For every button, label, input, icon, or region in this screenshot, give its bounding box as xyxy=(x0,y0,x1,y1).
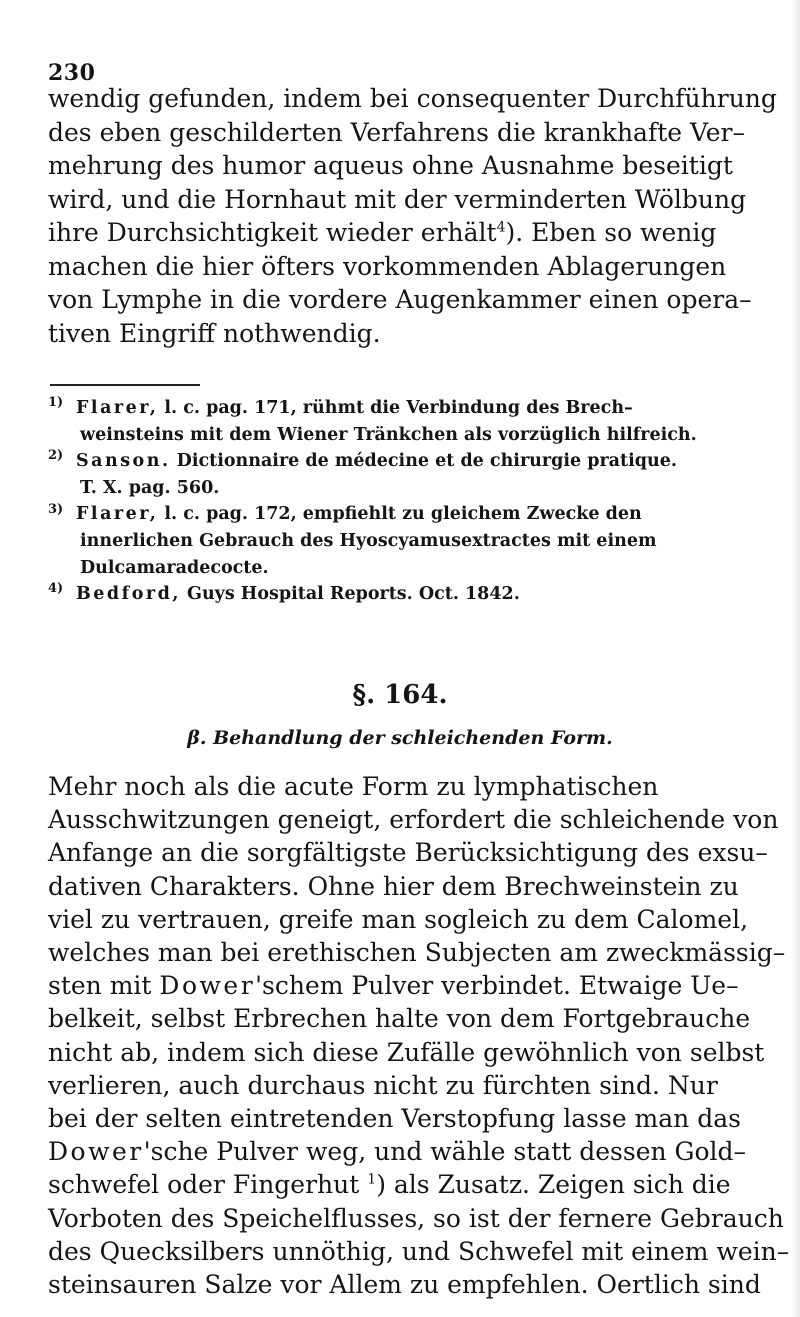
paragraph-top-line xyxy=(48,118,745,148)
section-title: §. 164. xyxy=(352,680,448,710)
footnote-reference: 1 xyxy=(367,1172,377,1189)
paragraph-bottom-line xyxy=(48,1237,789,1267)
footnote-author: Flarer, xyxy=(76,504,159,525)
footnote-text: Dictionnaire de médecine et de chirurgie pratique. xyxy=(170,451,677,472)
text-segment: 'schem Pulver verbindet. Etwaige Ue– xyxy=(255,971,739,1001)
text-segment: dativen Charakters. Ohne hier dem Brechweinstein zu xyxy=(48,871,739,901)
text-segment: schwefel oder Fingerhut xyxy=(48,1170,368,1200)
paragraph-bottom-line xyxy=(48,938,785,968)
paragraph-top-line xyxy=(48,252,726,282)
footnote-author: Flarer, xyxy=(76,398,159,418)
paragraph-top-line xyxy=(48,319,381,349)
paragraph-bottom-line xyxy=(48,872,739,902)
text-segment: Anfange an die sorgfältigste Berücksichtigung des exsu– xyxy=(48,838,768,868)
footnote: 4) Bedford, Guys Hospital Reports. Oct. 1842. xyxy=(48,581,520,605)
paragraph-bottom-line xyxy=(48,805,778,835)
footnote-reference: 4 xyxy=(496,219,506,236)
text-segment: wendig gefunden, indem bei consequenter Durchführung xyxy=(48,84,777,113)
paragraph-bottom-line xyxy=(48,772,658,802)
footnote-continuation: weinsteins mit dem Wiener Tränkchen als vorzüglich hilfreich. xyxy=(80,424,697,445)
subsection-title: β. Behandlung der schleichenden Form. xyxy=(187,727,613,749)
text-segment: tiven Eingriff nothwendig. xyxy=(48,318,381,348)
text-segment: des Quecksilbers unnöthig, und Schwefel mit einem wein– xyxy=(48,1236,790,1266)
text-segment: Vorboten des Speichelflusses, so ist der fernere Gebrauch xyxy=(48,1203,784,1233)
footnote-text: l. c. pag. 171, rühmt die Verbindung des Brech– xyxy=(158,398,633,418)
text-segment: welches man bei erethischen Subjecten am zweckmässig– xyxy=(48,938,786,967)
text-segment: Ausschwitzungen geneigt, erfordert die schleichende von xyxy=(48,805,779,835)
paragraph-bottom-line xyxy=(48,1104,741,1134)
paragraph-top-line xyxy=(48,218,716,248)
footnote-author: Sanson. xyxy=(76,451,171,472)
text-segment: viel zu vertrauen, greife man sogleich zu dem Calomel, xyxy=(48,904,749,934)
footnote-divider xyxy=(50,384,200,386)
text-segment: des eben geschilderten Verfahrens die krankhafte Ver– xyxy=(48,117,746,147)
paragraph-bottom-line xyxy=(48,1170,731,1200)
footnote: 1) Flarer, l. c. pag. 171, rühmt die Verbindung des Brech– xyxy=(48,395,633,418)
footnote: 3) Flarer, l. c. pag. 172, empfiehlt zu gleichem Zwecke den xyxy=(48,501,642,525)
text-segment: ). Eben so wenig xyxy=(505,218,717,247)
footnote-continuation: T. X. pag. 560. xyxy=(80,477,220,498)
text-segment: ihre Durchsichtigkeit wieder erhält xyxy=(48,218,497,247)
paragraph-bottom-line xyxy=(48,1270,761,1300)
footnote-continuation: Dulcamaradecocte. xyxy=(80,557,269,578)
footnote-author: Bedford, xyxy=(76,584,181,605)
page-number: 230 xyxy=(48,60,96,86)
paragraph-bottom-line xyxy=(48,838,768,868)
text-segment: Mehr noch als die acute Form zu lymphatischen xyxy=(48,772,659,801)
paragraph-bottom-line xyxy=(48,1204,784,1234)
text-segment: belkeit, selbst Erbrechen halte von dem Fortgebrauche xyxy=(48,1004,751,1034)
text-segment: machen die hier öfters vorkommenden Ablagerungen xyxy=(48,251,727,281)
text-segment: sten mit xyxy=(48,971,160,1001)
paragraph-bottom-line xyxy=(48,1004,750,1034)
text-segment: steinsauren Salze vor Allem zu empfehlen. Oertlich sind xyxy=(48,1270,761,1299)
paragraph-top-line xyxy=(48,151,733,181)
text-segment: wird, und die Hornhaut mit der verminderten Wölbung xyxy=(48,184,747,214)
footnote-continuation: innerlichen Gebrauch des Hyoscyamusextractes mit einem xyxy=(80,531,657,551)
text-segment: 'sche Pulver weg, und wähle statt dessen Gold– xyxy=(143,1137,747,1167)
paragraph-bottom-line xyxy=(48,1137,746,1167)
footnote: 2) Sanson. Dictionnaire de médecine et de chirurgie pratique. xyxy=(48,448,677,472)
paragraph-bottom-line xyxy=(48,1071,718,1101)
paragraph-bottom-line xyxy=(48,971,739,1001)
text-segment: ) als Zusatz. Zeigen sich die xyxy=(376,1170,731,1200)
paragraph-bottom-line xyxy=(48,905,748,935)
text-segment: verlieren, auch durchaus nicht zu fürchten sind. Nur xyxy=(48,1070,718,1100)
spaced-name: Dower xyxy=(48,1137,144,1167)
footnote-text: Guys Hospital Reports. Oct. 1842. xyxy=(180,584,520,605)
page-edge xyxy=(792,0,800,1317)
paragraph-top-line xyxy=(48,185,746,215)
paragraph-top-line xyxy=(48,285,752,315)
paragraph-bottom-line xyxy=(48,1038,764,1068)
footnote-text: l. c. pag. 172, empfiehlt zu gleichem Zwecke den xyxy=(158,504,642,525)
text-segment: bei der selten eintretenden Verstopfung lasse man das xyxy=(48,1104,741,1133)
spaced-name: Dower xyxy=(159,971,256,1001)
paragraph-top-line xyxy=(48,84,777,114)
text-segment: mehrung des humor aqueus ohne Ausnahme beseitigt xyxy=(48,151,733,180)
text-segment: von Lymphe in die vordere Augenkammer einen opera– xyxy=(48,285,752,314)
text-segment: nicht ab, indem sich diese Zufälle gewöhnlich von selbst xyxy=(48,1037,765,1067)
